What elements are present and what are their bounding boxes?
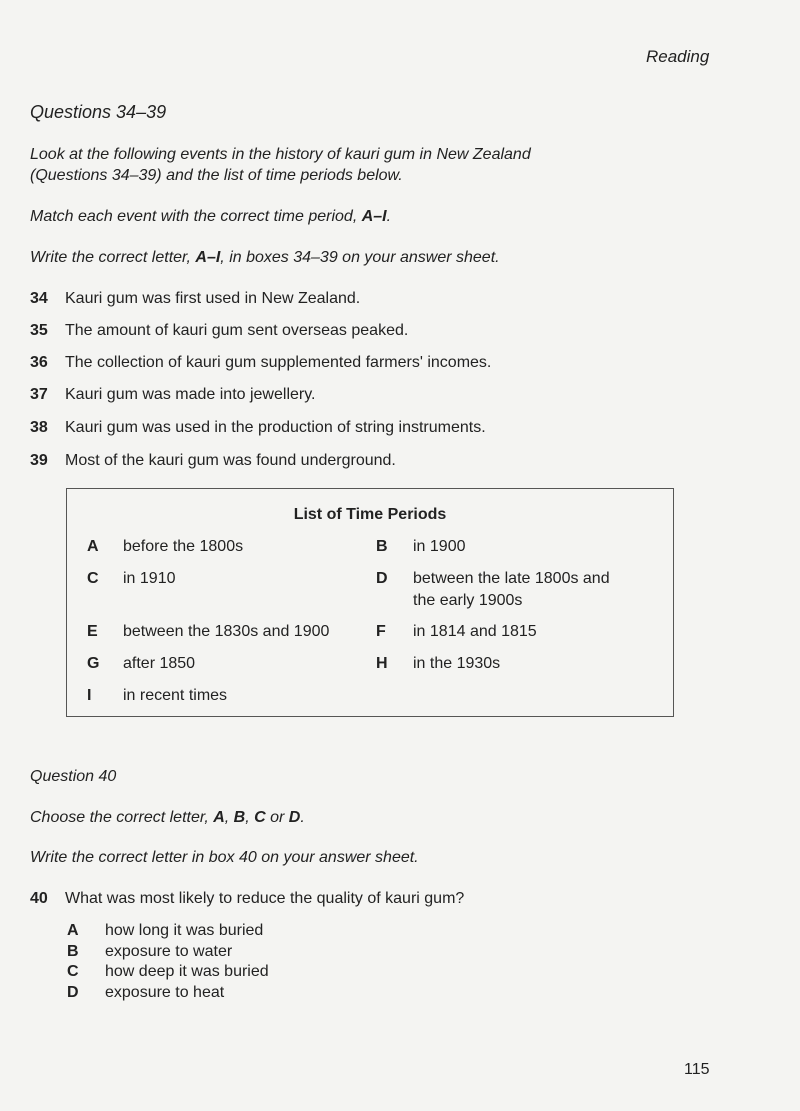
period-text-a: before the 1800s [123, 538, 244, 555]
question-40-heading: Question 40 [30, 768, 117, 785]
question-34 [30, 289, 360, 309]
question-38 [30, 418, 486, 438]
period-letter-b: B [376, 538, 388, 555]
question-text: Kauri gum was used in the production of string instruments. [65, 419, 486, 436]
question-39 [30, 451, 396, 471]
question-35 [30, 321, 408, 341]
time-periods-box [66, 488, 674, 717]
question-number: 38 [30, 419, 48, 436]
period-letter-g: G [87, 655, 100, 672]
question-number: 36 [30, 354, 48, 371]
option-b: B exposure to water [67, 943, 233, 960]
option-d: D exposure to heat [67, 984, 225, 1001]
question-36 [30, 353, 491, 373]
period-text-b: in 1900 [413, 538, 466, 555]
period-letter-h: H [376, 655, 388, 672]
question-number: 40 [30, 890, 48, 907]
instruction-line-2: (Questions 34–39) and the list of time periods below. [30, 167, 403, 184]
question-number: 39 [30, 452, 48, 469]
period-letter-e: E [87, 623, 98, 640]
time-periods-title: List of Time Periods [293, 506, 447, 523]
period-text-h: in the 1930s [413, 655, 501, 672]
period-text-d-line-2: the early 1900s [413, 592, 523, 609]
period-letter-d: D [376, 570, 388, 587]
question-text: Most of the kauri gum was found underground. [65, 452, 396, 469]
question-text: Kauri gum was made into jewellery. [65, 386, 316, 403]
instruction-line-1: Look at the following events in the history of kauri gum in New Zealand [30, 146, 531, 163]
period-text-e: between the 1830s and 1900 [123, 623, 330, 640]
instruction-match: Match each event with the correct time period, A–I. [30, 208, 392, 225]
period-letter-f: F [376, 623, 386, 640]
period-text-d: between the late 1800s and [413, 570, 610, 587]
question-number: 37 [30, 386, 48, 403]
period-letter-i: I [87, 687, 92, 704]
question-text: The amount of kauri gum sent overseas peaked. [65, 322, 409, 339]
period-text-i: in recent times [123, 687, 228, 704]
question-40 [30, 889, 464, 909]
instruction-choose: Choose the correct letter, A, B, C or D. [30, 809, 305, 826]
question-text: Kauri gum was first used in New Zealand. [65, 290, 361, 307]
period-text-g: after 1850 [123, 655, 196, 672]
question-text: What was most likely to reduce the quality of kauri gum? [65, 890, 465, 907]
period-letter-a: A [87, 538, 99, 555]
running-head: Reading [646, 47, 710, 66]
questions-34-39-heading: Questions 34–39 [30, 102, 167, 122]
page-number: 115 [684, 1061, 710, 1078]
question-37 [30, 385, 315, 405]
instruction-write-40: Write the correct letter in box 40 on your answer sheet. [30, 849, 419, 866]
question-text: The collection of kauri gum supplemented farmers' incomes. [65, 354, 492, 371]
question-number: 35 [30, 322, 48, 339]
option-a: A how long it was buried [67, 922, 264, 939]
option-c: C how deep it was buried [67, 963, 269, 980]
period-text-f: in 1814 and 1815 [413, 623, 537, 640]
question-number: 34 [30, 290, 48, 307]
period-text-c: in 1910 [123, 570, 176, 587]
instruction-write: Write the correct letter, A–I, in boxes 34–39 on your answer sheet. [30, 249, 500, 266]
period-letter-c: C [87, 570, 99, 587]
